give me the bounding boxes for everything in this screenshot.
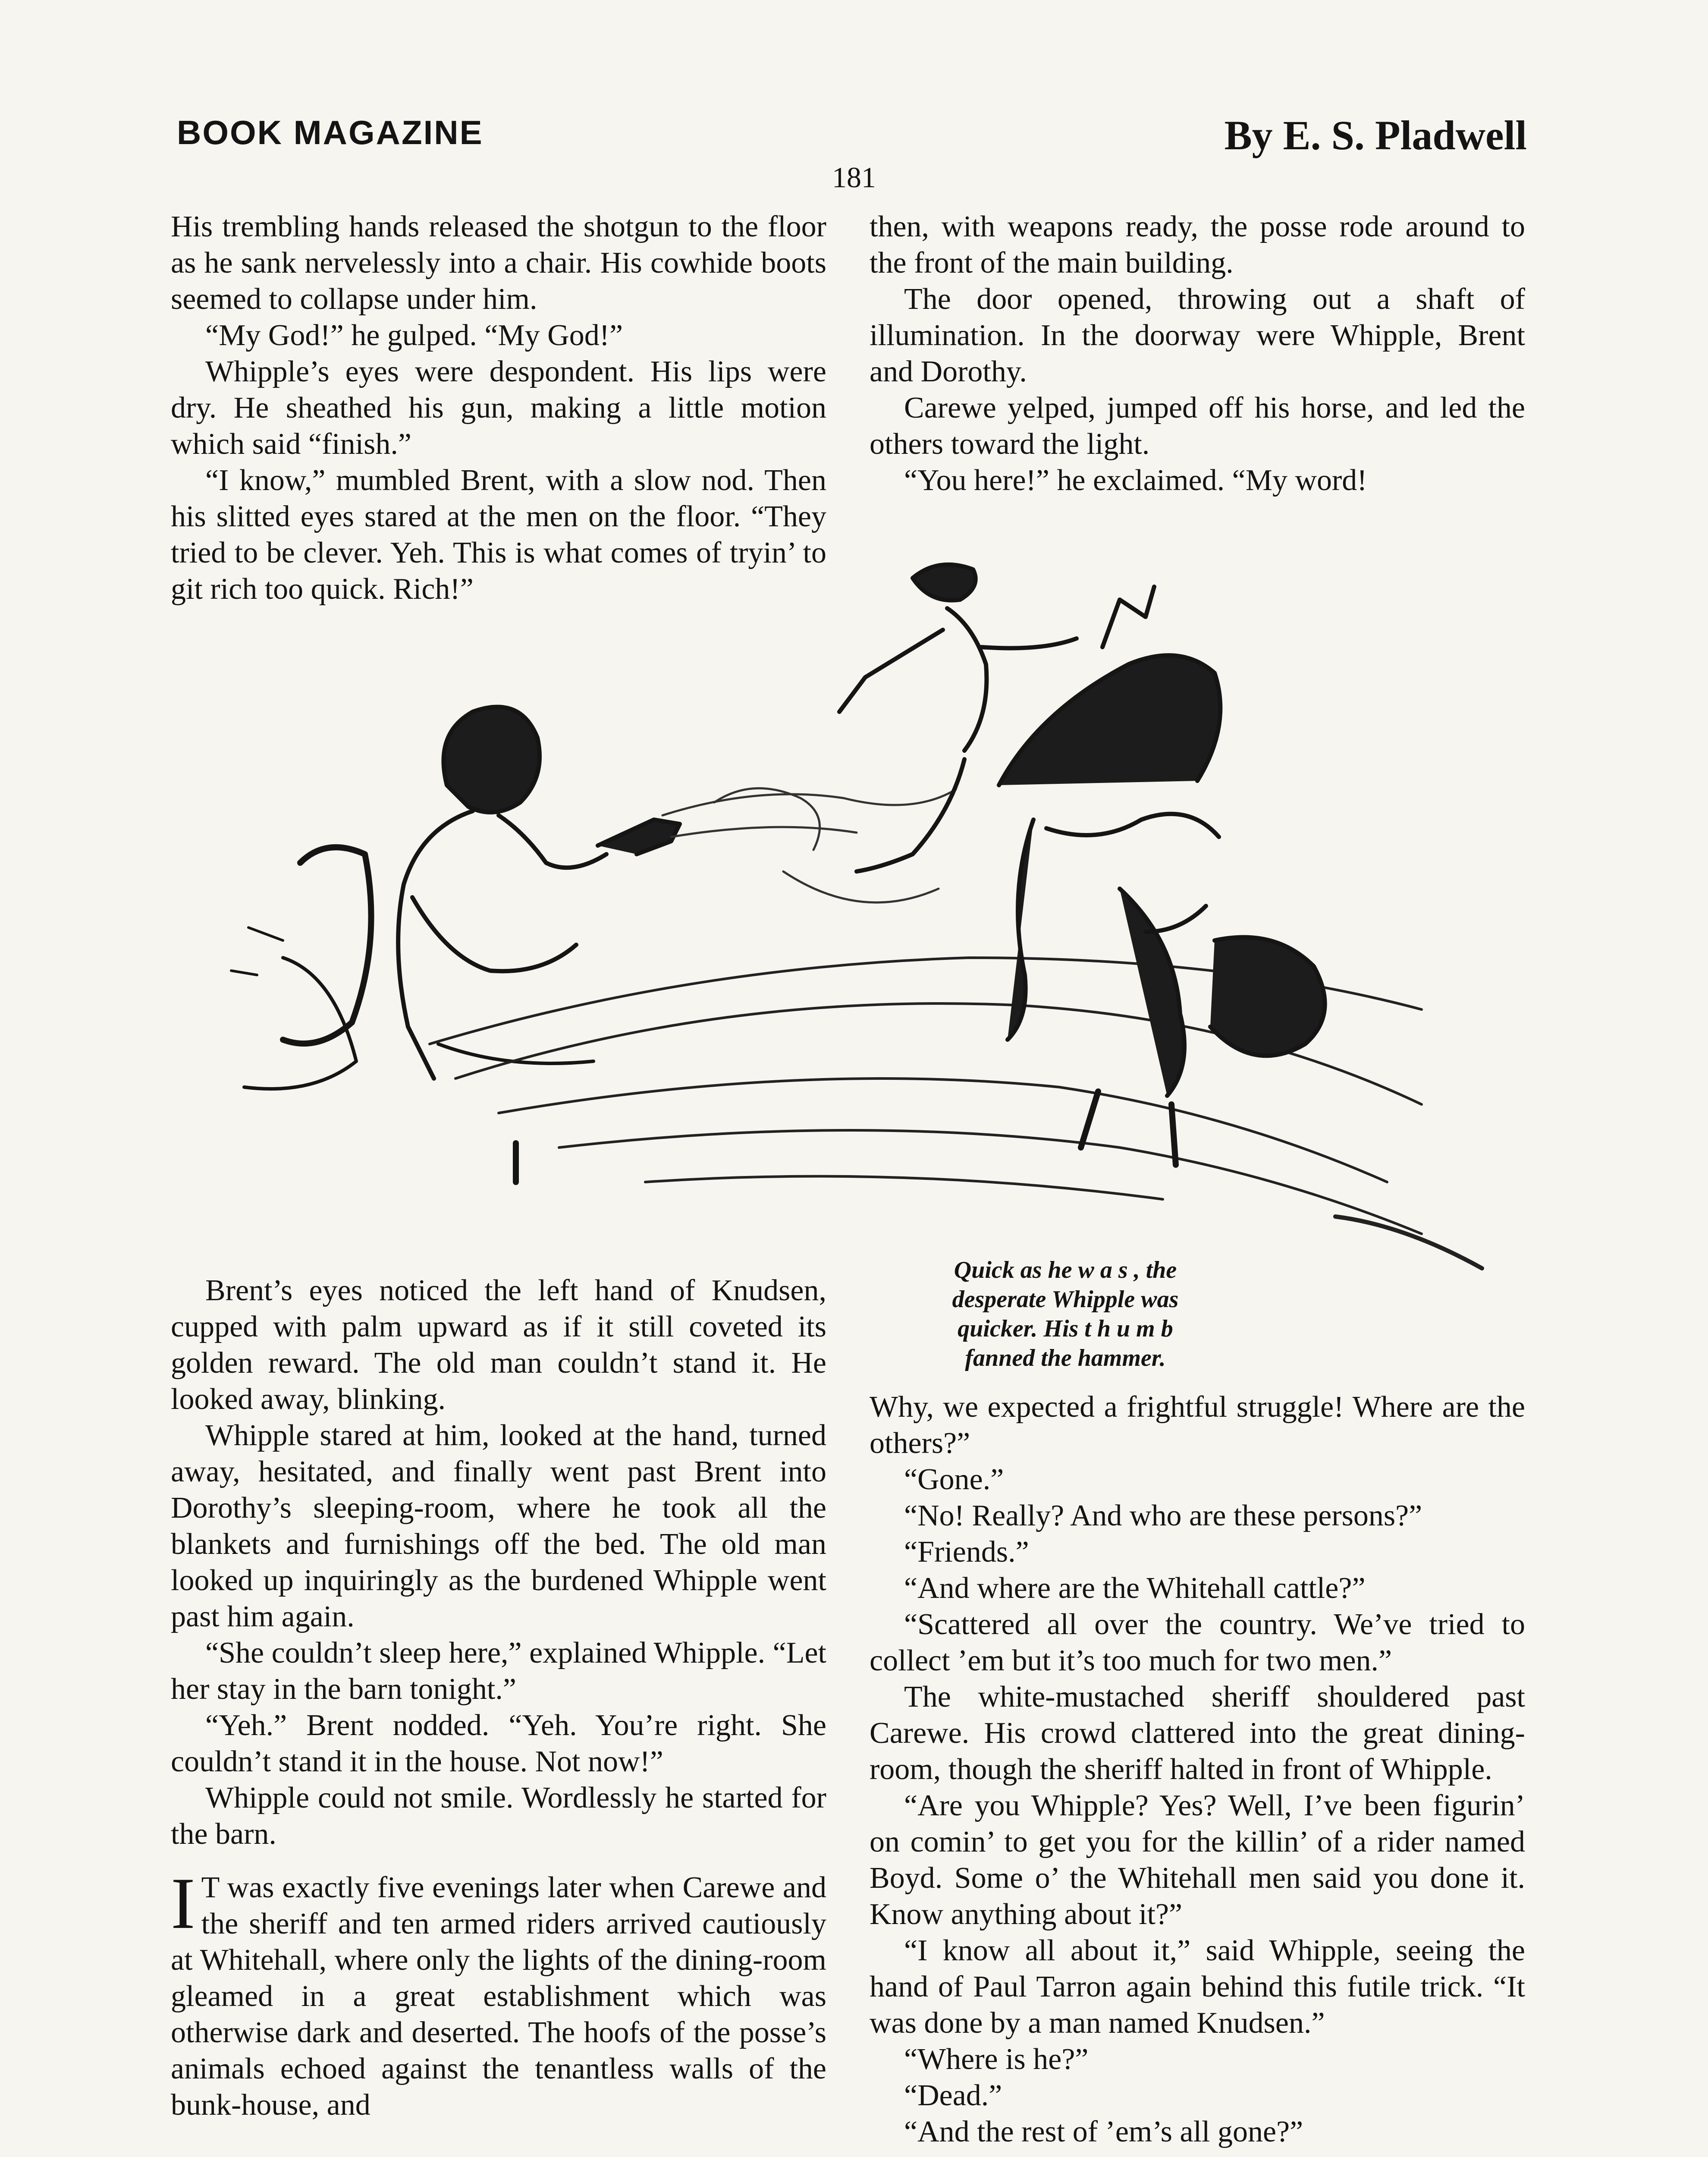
paragraph: Whipple stared at him, looked at the hand, turned away, hesitated, and finally went past Brent into Dorothy’s sleeping-room, where he took all the blankets and furnishings off the bed. The old man looked up inquiringly as the burdened Whipple went past him again.: [171, 1419, 826, 1633]
author-byline: By E. S. Pladwell: [1224, 112, 1527, 158]
magazine-title: BOOK MAGAZINE: [177, 113, 484, 151]
paragraph: “You here!” he exclaimed. “My word!: [904, 464, 1367, 497]
paragraph: The door opened, throwing out a shaft of illumination. In the doorway were Whipple, Brent and Dorothy.: [870, 283, 1525, 388]
paragraph: “Scattered all over the country. We’ve tried to collect ’em but it’s too much for two men.”: [870, 1608, 1525, 1677]
illustration-caption: [901, 1255, 1229, 1373]
page-number: 181: [832, 161, 876, 194]
right-column-bottom: [870, 1389, 1525, 2150]
paragraph: “Yeh.” Brent nodded. “Yeh. You’re right. She couldn’t stand it in the house. Not now!”: [171, 1709, 826, 1778]
paragraph: “Gone.”: [904, 1463, 1004, 1496]
paragraph: “Friends.”: [904, 1535, 1029, 1569]
paragraph: Whipple’s eyes were despondent. His lips were dry. He sheathed his gun, making a little motion which said “finish.”: [171, 355, 826, 461]
left-column-bottom: [171, 1273, 826, 2123]
drop-cap-letter: I: [171, 1863, 195, 1944]
paragraph: “I know all about it,” said Whipple, seeing the hand of Paul Tarron again behind this futile trick. “It was done by a man named Knudsen.”: [870, 1934, 1525, 2040]
paragraph: “Are you Whipple? Yes? Well, I’ve been figurin’ on comin’ to get you for the killin’ of a rider named Boyd. Some o’ the Whitehall men said you done it. Know anything about it?”: [870, 1789, 1525, 1931]
paragraph: “Where is he?”: [904, 2043, 1089, 2076]
paragraph: Whipple could not smile. Wordlessly he started for the barn.: [171, 1781, 826, 1851]
paragraph: “And where are the Whitehall cattle?”: [904, 1572, 1366, 1605]
paragraph: “My God!” he gulped. “My God!”: [205, 319, 623, 352]
caption-line: Quick as he w a s , the: [954, 1257, 1177, 1283]
paragraph: Carewe yelped, jumped off his horse, and led the others toward the light.: [870, 391, 1525, 461]
paragraph: The white-mustached sheriff shouldered past Carewe. His crowd clattered into the great dining-room, though the sheriff halted in front of Whipple.: [870, 1680, 1525, 1786]
paragraph: Brent’s eyes noticed the left hand of Knudsen, cupped with palm upward as if it still coveted its golden reward. The old man couldn’t stand it. He looked away, blinking.: [171, 1274, 826, 1416]
paragraph: His trembling hands released the shotgun to the floor as he sank nervelessly into a chair. His cowhide boots seemed to collapse under him.: [171, 210, 826, 316]
section-opening-paragraph: [171, 1863, 826, 2123]
story-illustration: [171, 518, 1542, 1273]
caption-line: desperate Whipple was: [952, 1286, 1179, 1313]
paragraph: “She couldn’t sleep here,” explained Whipple. “Let her stay in the barn tonight.”: [171, 1636, 826, 1706]
running-header: [177, 113, 1527, 165]
paragraph: then, with weapons ready, the posse rode around to the front of the main building.: [870, 210, 1525, 280]
paragraph: “And the rest of ’em’s all gone?”: [904, 2115, 1303, 2148]
paragraph-text: T was exactly five evenings later when Carewe and the sheriff and ten armed riders arrived cautiously at Whitehall, where only the lights of the dining-room gleamed in a great establishment which was otherwise dark and deserted. The hoofs of the posse’s animals echoed against the tenantless walls of the bunk-house, and: [171, 1871, 826, 2122]
paragraph: “I know,” mumbled Brent, with a slow nod. Then his slitted eyes stared at the men on the floor. “They tried to be clever. Yeh. This is what comes of tryin’ to git rich too quick. Rich!”: [171, 464, 826, 606]
seated-gunman-figure: [231, 707, 680, 1182]
paragraph: “Dead.”: [904, 2079, 1002, 2112]
caption-line: fanned the hammer.: [965, 1345, 1166, 1371]
caption-line: quicker. His t h u m b: [958, 1315, 1173, 1342]
paragraph: “No! Really? And who are these persons?”: [904, 1499, 1422, 1532]
paragraph: Why, we expected a frightful struggle! Where are the others?”: [870, 1390, 1525, 1460]
gunshot-streaks: [662, 788, 956, 902]
rider-on-rearing-horse: [839, 565, 1325, 1165]
right-column-top: [870, 209, 1525, 499]
